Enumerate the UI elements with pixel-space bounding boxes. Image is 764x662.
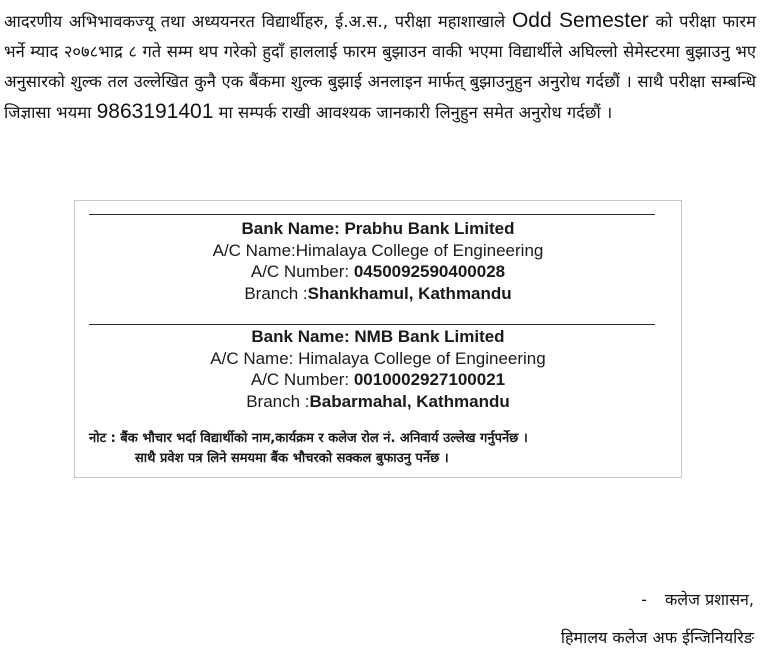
bank-name: Bank Name: NMB Bank Limited: [251, 327, 505, 346]
notice-text: [4, 6, 756, 128]
signature-dash: -: [641, 590, 647, 609]
odd-semester-text: Odd Semester: [511, 9, 649, 32]
signature-college: [561, 626, 754, 648]
note-line-2: साथै प्रवेश पत्र लिने समयमा बैंक भौचरको सक्कल बुफाउनु पर्नेछ ।: [135, 451, 449, 466]
divider-top: [89, 214, 655, 215]
bank-details-image: [74, 200, 682, 478]
account-name: A/C Name: Himalaya College of Engineering: [210, 348, 546, 368]
account-number: A/C Number: 0450092590400028: [250, 262, 506, 281]
bank-block-nmb: [75, 326, 681, 412]
phone-number: 9863191401: [96, 100, 214, 123]
branch: Branch :Shankhamul, Kathmandu: [244, 283, 512, 303]
bank-block-prabhu: [75, 218, 681, 304]
notice-paragraph: [4, 6, 756, 128]
bank-name: Bank Name: Prabhu Bank Limited: [241, 219, 515, 238]
signature-office: [641, 588, 754, 610]
voucher-note: [89, 429, 671, 469]
notice-text-part-1: आदरणीय अभिभावकज्यू तथा अध्ययनरत विद्यार्थीहरु, ई.अ.स., परीक्षा महाशाखाले: [4, 12, 506, 31]
account-number: A/C Number: 0010002927100021: [250, 370, 506, 389]
notice-text-part-2: को परीक्षा फारम भर्ने म्याद २०७८भाद्र ८ गते सम्म थप गरेको हुदाँ हाललाई फारम बुझाउन वाकी भएमा विद्यार्थीले अघिल्लो सेमेस्टरमा बुझाउनु भए अनुसारको शुल्क तल उल्लेखित कुनै एक बैंकमा शुल्क बुझाई अनलाइन मार्फत् बुझाउनुहुन अनुरोध गर्दछौं । साथै परीक्षा सम्बन्धि जिज्ञासा भयमा: [4, 12, 756, 122]
notice-text-part-3: मा सम्पर्क राखी आवश्यक जानकारी लिनुहुन समेत अनुरोध गर्दछौं ।: [218, 103, 613, 122]
divider-middle: [89, 324, 655, 325]
note-line-1: नोट : बैंक भौचार भर्दा विद्यार्थीको नाम,कार्यक्रम र कलेज रोल नं. अनिवार्य उल्लेख गर्नुपर्नेछ ।: [89, 431, 528, 446]
college-name: हिमालय कलेज अफ ईन्जिनियरिङ: [560, 628, 754, 647]
branch: Branch :Babarmahal, Kathmandu: [246, 391, 510, 411]
account-name: A/C Name:Himalaya College of Engineering: [212, 240, 544, 260]
office-name: कलेज प्रशासन,: [664, 590, 754, 609]
